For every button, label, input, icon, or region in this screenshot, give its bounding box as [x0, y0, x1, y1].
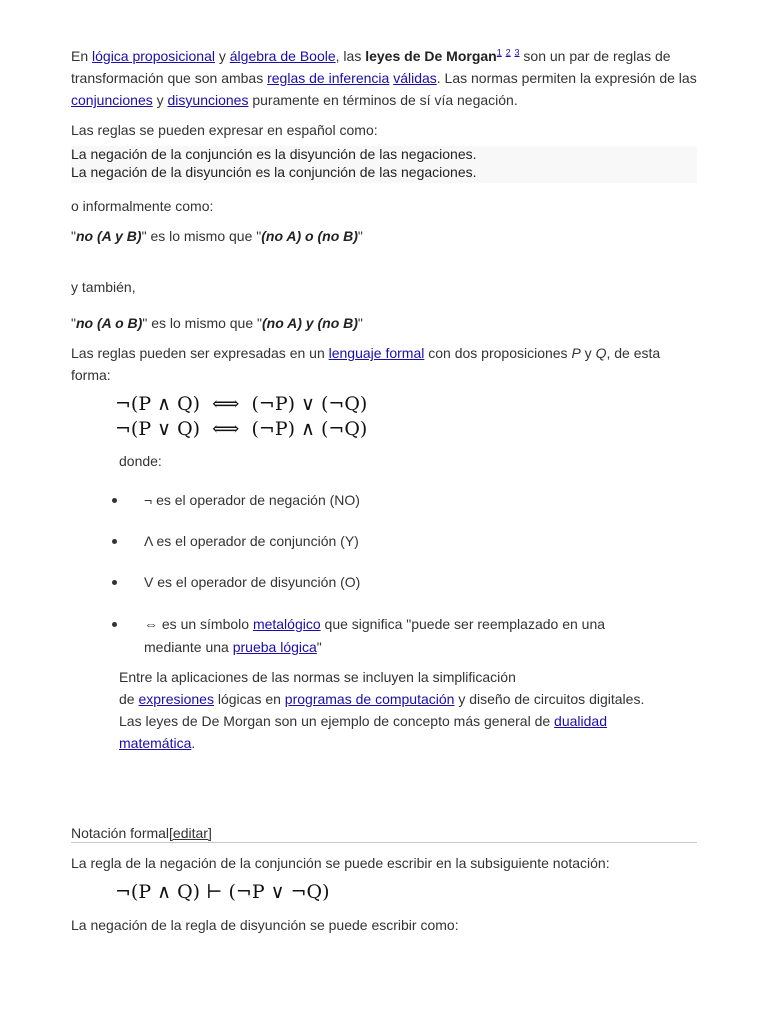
section-title: Notación formal	[71, 825, 170, 841]
intro-text: . Las normas permiten la expresión de las	[436, 70, 697, 86]
link-validas[interactable]: válidas	[393, 70, 437, 86]
donde-label: donde:	[119, 453, 162, 469]
list-item-text: es un símbolo	[158, 616, 253, 632]
bullet-dot	[112, 580, 117, 585]
applications-text: .	[191, 735, 196, 751]
conjunction-symbol: Λ	[144, 533, 153, 549]
quote-line-1: La negación de la conjunción es la disyunción de las negaciones.	[71, 146, 477, 162]
reference-link-1[interactable]: 1	[496, 47, 502, 58]
section-heading-notacion-formal	[71, 824, 697, 843]
operator-list	[115, 489, 675, 669]
applications-text: lógicas en	[213, 691, 285, 707]
quote-mark: "	[357, 228, 363, 244]
spanish-intro: Las reglas se pueden expresar en español como:	[71, 122, 378, 138]
link-lenguaje-formal[interactable]: lenguaje formal	[328, 345, 425, 361]
list-item-text: es el operador de negación (NO)	[152, 492, 360, 508]
bullet-dot	[112, 498, 117, 503]
link-reglas-de-inferencia[interactable]: reglas de inferencia	[267, 70, 390, 86]
conjunction-rule-intro: La regla de la negación de la conjunción se puede escribir en la subsiguiente notación:	[71, 855, 610, 871]
intro-text: puramente en términos de sí vía negación.	[248, 92, 518, 108]
quote-mark: "	[71, 228, 76, 244]
disjunction-symbol: V	[144, 574, 154, 590]
variable-p: P	[571, 345, 581, 361]
link-disyunciones[interactable]: disyunciones	[167, 92, 249, 108]
rules-quote-box	[71, 146, 697, 183]
informal-rule-2	[71, 312, 701, 334]
bullet-dot	[112, 622, 117, 627]
applications-text: Entre la aplicaciones de las normas se incluyen la simplificación	[119, 669, 516, 685]
formal-intro	[71, 342, 701, 386]
list-item-text: que significa "puede ser reemplazado en una	[320, 616, 606, 632]
quote-line-2: La negación de la disyunción es la conjunción de las negaciones.	[71, 163, 477, 180]
applications-text: de	[119, 691, 139, 707]
link-prueba-logica[interactable]: prueba lógica	[232, 639, 317, 655]
negation-symbol: ¬	[144, 492, 153, 508]
informal-rule-1-right: (no A) o (no B)	[261, 228, 358, 244]
variable-q: Q	[595, 345, 607, 361]
list-item-text: es el operador de conjunción (Y)	[152, 533, 359, 549]
informal-rule-2-right: (no A) y (no B)	[262, 315, 358, 331]
reference-2[interactable]	[506, 47, 511, 57]
intro-paragraph	[71, 45, 701, 111]
informal-rule-1	[71, 225, 701, 247]
intro-text: y	[214, 48, 230, 64]
term-leyes-de-morgan: leyes de De Morgan	[365, 48, 497, 64]
intro-text: , las	[335, 48, 366, 64]
formal-intro-text: y	[580, 345, 596, 361]
link-logica-proposicional[interactable]: lógica proposicional	[92, 48, 215, 64]
informal-rule-1-left: no (A y B)	[75, 228, 142, 244]
tambien-text: y también,	[71, 279, 136, 295]
edit-section-link[interactable]: [editar]	[169, 825, 212, 841]
link-programas-de-computacion[interactable]: programas de computación	[284, 691, 455, 707]
bullet-dot	[112, 539, 117, 544]
applications-paragraph	[119, 666, 719, 754]
intro-text: En	[71, 48, 93, 64]
formula-conjunction-negation: ¬(P ∧ Q) ⊢ (¬P ∨ ¬Q)	[115, 881, 330, 903]
applications-text: Las leyes de De Morgan son un ejemplo de concepto más general de	[119, 713, 555, 729]
formula-de-morgan-2: ¬(P ∨ Q) ⟺ (¬P) ∧ (¬Q)	[115, 418, 368, 440]
link-dualidad[interactable]: dualidad	[554, 713, 607, 729]
quote-mark: "	[71, 315, 76, 331]
equivalence-symbol: ⇔	[144, 616, 158, 632]
informal-rule-2-left: no (A o B)	[75, 315, 143, 331]
informal-rule-1-mid: " es lo mismo que "	[141, 228, 262, 244]
formal-intro-text: , de esta forma:	[71, 345, 661, 383]
quote-mark: "	[357, 315, 363, 331]
formal-intro-text: Las reglas pueden ser expresadas en un	[71, 345, 329, 361]
link-conjunciones[interactable]: conjunciones	[71, 92, 153, 108]
link-matematica[interactable]: matemática	[119, 735, 192, 751]
list-item-text: mediante una	[144, 639, 233, 655]
list-item-text: "	[316, 639, 322, 655]
applications-text: y diseño de circuitos digitales.	[454, 691, 645, 707]
intro-text: y	[152, 92, 168, 108]
reference-link-2[interactable]: 2	[505, 47, 511, 58]
link-metalogico[interactable]: metalógico	[252, 616, 321, 632]
link-expresiones[interactable]: expresiones	[138, 691, 214, 707]
intro-text: son un par de reglas de transformación que son ambas	[71, 48, 671, 86]
informal-intro: o informalmente como:	[71, 198, 214, 214]
disjunction-rule-intro: La negación de la regla de disyunción se puede escribir como:	[71, 917, 459, 933]
formal-intro-text: con dos proposiciones	[424, 345, 572, 361]
formula-de-morgan-1: ¬(P ∧ Q) ⟺ (¬P) ∨ (¬Q)	[115, 393, 368, 415]
reference-link-3[interactable]: 3	[514, 47, 520, 58]
list-item-text: es el operador de disyunción (O)	[153, 574, 361, 590]
informal-rule-2-mid: " es lo mismo que "	[142, 315, 262, 331]
link-algebra-de-boole[interactable]: álgebra de Boole	[229, 48, 336, 64]
reference-1[interactable]	[497, 47, 502, 57]
